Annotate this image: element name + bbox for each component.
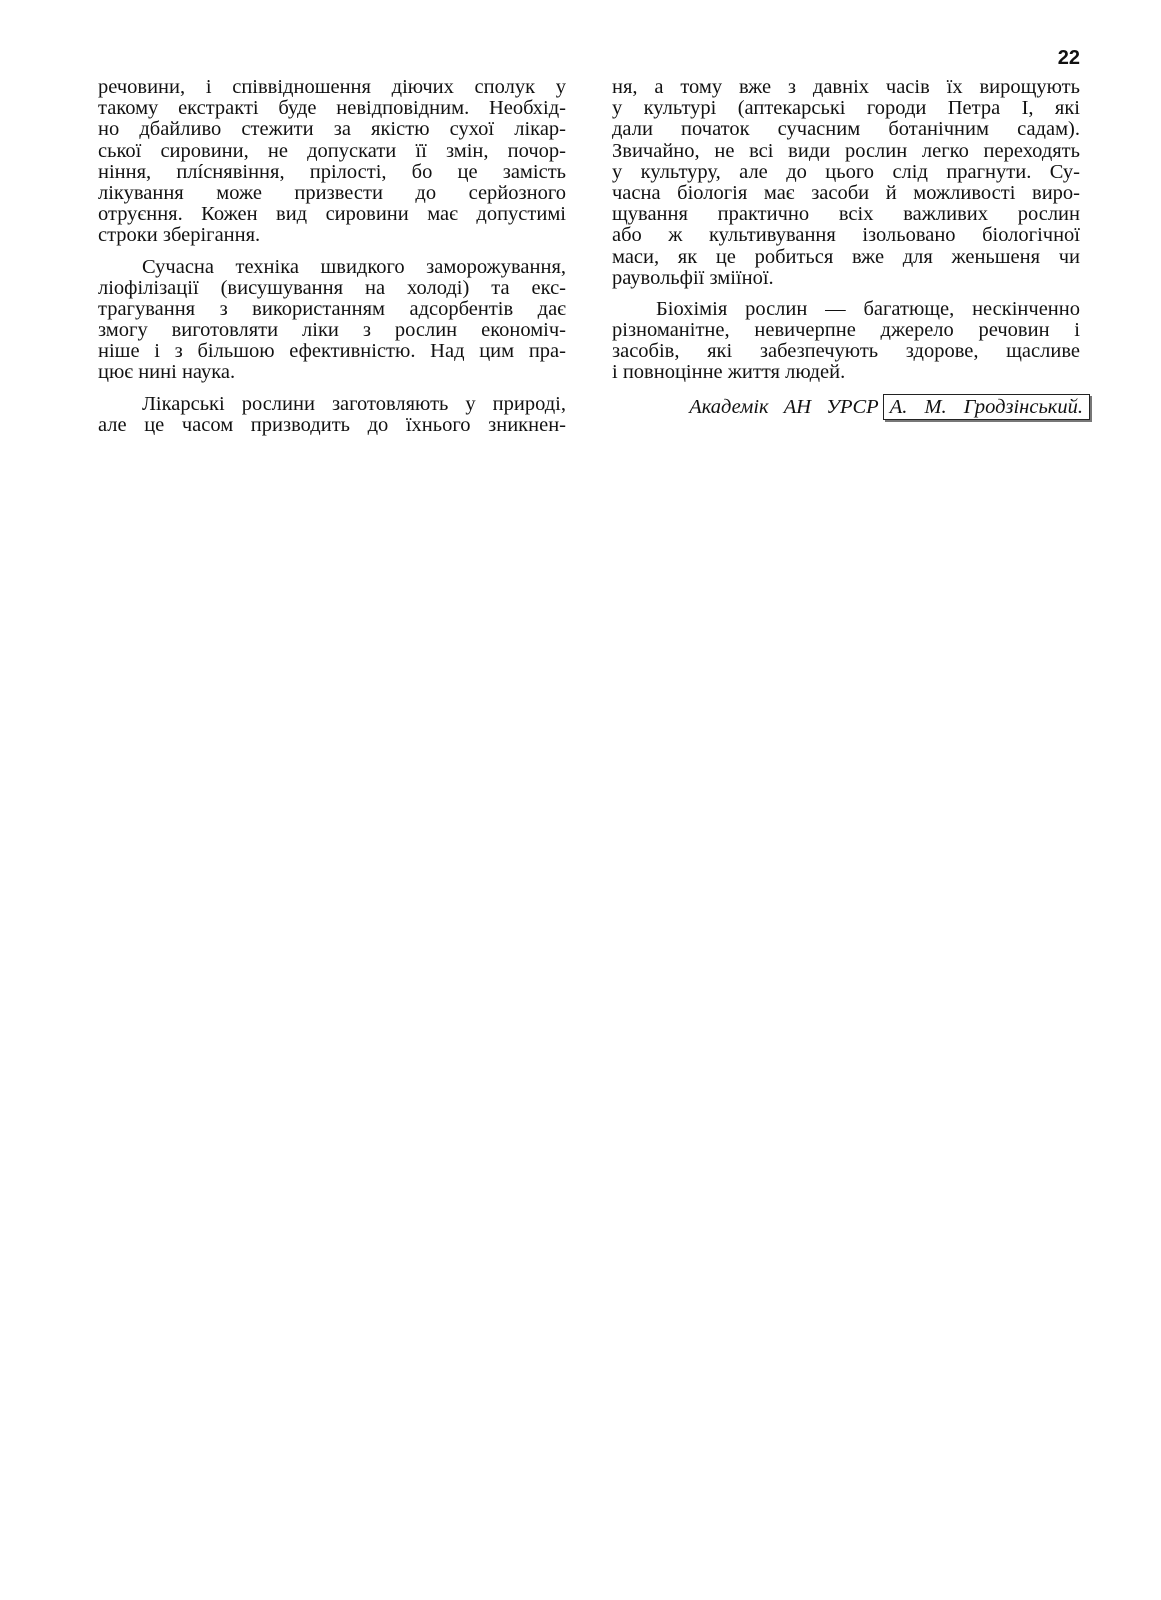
text-line: Сучасна техніка швидкого заморожування, xyxy=(142,255,566,278)
paragraph xyxy=(98,257,566,384)
page-number: 22 xyxy=(1057,47,1080,69)
text-line: ніше і з більшою ефективністю. Над цим пра- xyxy=(98,340,566,363)
signature xyxy=(600,394,1090,420)
text-column-right xyxy=(612,77,1080,384)
text-line: ліофілізації (висушування на холоді) та екс- xyxy=(98,276,566,299)
paragraph xyxy=(612,299,1080,384)
signature-name-box: А. М. Гродзінський. xyxy=(883,394,1090,420)
text-line: часна біологія має засоби й можливості виро- xyxy=(612,181,1080,204)
text-line: ської сировини, не допускати її змін, почор- xyxy=(98,139,566,162)
paragraph xyxy=(98,77,566,247)
paragraph xyxy=(98,394,566,436)
text-line: різноманітне, невичерпне джерело речовин і xyxy=(612,319,1080,342)
signature-title: Академік АН УРСР xyxy=(689,396,879,418)
text-line: у культурі (аптекарські городи Петра І, які xyxy=(612,97,1080,120)
text-line: дали початок сучасним ботанічним садам). xyxy=(612,118,1080,141)
text-line: трагування з використанням адсорбентів дає xyxy=(98,297,566,320)
text-line: речовини, і співвідношення діючих сполук у xyxy=(98,76,566,98)
text-line: такому екстракті буде невідповідним. Необхід- xyxy=(98,97,566,120)
text-line: раувольфії зміїної. xyxy=(612,266,774,289)
text-line: засобів, які забезпечують здорове, щасливе xyxy=(612,340,1080,363)
text-line: Звичайно, не всі види рослин легко переходять xyxy=(612,139,1080,162)
text-line: але це часом призводить до їхнього зникнен- xyxy=(98,413,566,436)
text-line: но дбайливо стежити за якістю сухої лікар- xyxy=(98,118,566,141)
text-line: лікування може призвести до серйозного xyxy=(98,181,566,204)
text-line: маси, як це робиться вже для женьшеня чи xyxy=(612,245,1080,268)
text-line: Лікарські рослини заготовляють у природі, xyxy=(142,392,566,415)
text-line: щування практично всіх важливих рослин xyxy=(612,203,1080,226)
paragraph xyxy=(612,77,1080,289)
text-line: ніння, плíснявіння, прілості, бо це замість xyxy=(98,160,566,183)
text-line: ня, а тому вже з давніх часів їх вирощують xyxy=(612,76,1080,98)
text-line: Біохімія рослин — багатюще, нескінченно xyxy=(656,297,1080,320)
text-line: у культуру, але до цього слід прагнути. Су- xyxy=(612,160,1080,183)
text-line: і повноцінне життя людей. xyxy=(612,361,846,384)
text-line: отруєння. Кожен вид сировини має допустимі xyxy=(98,203,566,226)
text-line: змогу виготовляти ліки з рослин економіч- xyxy=(98,319,566,342)
text-column-left xyxy=(98,77,566,436)
text-line: цює нині наука. xyxy=(98,361,236,384)
text-line: або ж культивування ізольовано біологічної xyxy=(612,224,1080,247)
text-line: строки зберігання. xyxy=(98,224,261,247)
